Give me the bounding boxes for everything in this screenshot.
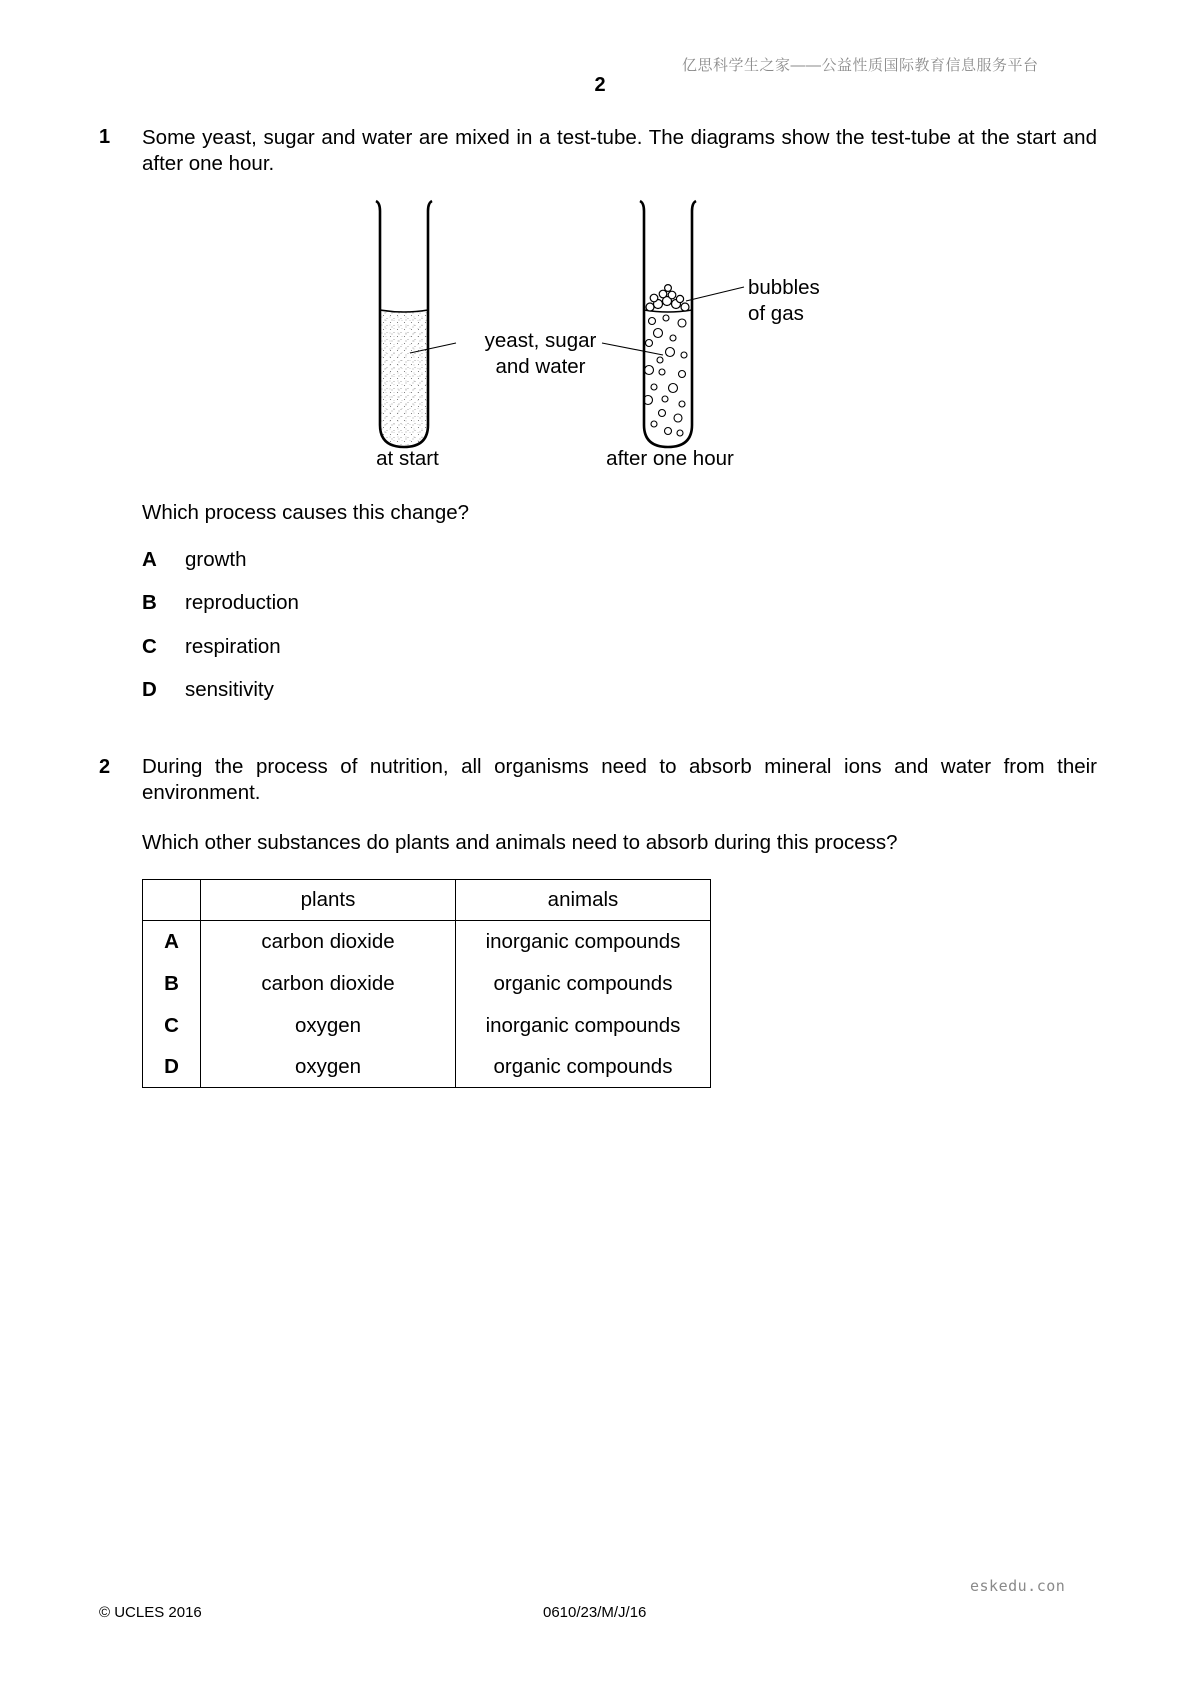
footer-copyright: © UCLES 2016 (99, 1604, 202, 1621)
table-row (143, 1005, 711, 1047)
q1-option-letter: D (142, 678, 157, 701)
label-mixture-line1: yeast, sugar (484, 329, 597, 352)
row-animals: inorganic compounds (456, 921, 711, 964)
leader-line-bubbles (686, 287, 744, 301)
table-header-blank (143, 880, 201, 921)
question-2-number: 2 (99, 756, 111, 778)
row-animals: organic compounds (456, 1047, 711, 1088)
q1-option-text: respiration (185, 635, 281, 658)
caption-after-one-hour: after one hour (606, 447, 734, 470)
row-plants: carbon dioxide (201, 963, 456, 1005)
label-bubbles-line1: bubbles (748, 276, 820, 299)
table-header-plants: plants (201, 880, 456, 921)
table-header-row (143, 880, 711, 921)
row-animals: organic compounds (456, 963, 711, 1005)
caption-at-start: at start (376, 447, 439, 470)
liquid-bubbles (644, 315, 688, 436)
question-1-number: 1 (99, 126, 111, 148)
test-tube-after (640, 201, 696, 447)
q1-option-text: reproduction (185, 591, 299, 614)
row-plants: carbon dioxide (201, 921, 456, 964)
q1-option-letter: B (142, 591, 157, 614)
table-header-animals: animals (456, 880, 711, 921)
row-letter: B (143, 963, 201, 1005)
q1-option-text: growth (185, 548, 247, 571)
row-plants: oxygen (201, 1047, 456, 1088)
label-bubbles-line2: of gas (748, 302, 804, 325)
q1-option-letter: C (142, 635, 157, 658)
surface-bubbles (646, 285, 689, 311)
row-animals: inorganic compounds (456, 1005, 711, 1047)
footer-code: 0610/23/M/J/16 (543, 1604, 647, 1621)
question-1-prompt: Which process causes this change? (142, 501, 470, 524)
test-tube-start (376, 201, 432, 447)
answer-table (142, 879, 711, 1088)
row-plants: oxygen (201, 1005, 456, 1047)
page-number: 2 (594, 74, 606, 96)
row-letter: C (143, 1005, 201, 1047)
question-2-text: During the process of nutrition, all organisms need to absorb mineral ions and water from their environment. (142, 755, 1097, 804)
row-letter: A (143, 921, 201, 964)
row-letter: D (143, 1047, 201, 1088)
table-row (143, 963, 711, 1005)
table-row (143, 921, 711, 964)
table-row (143, 1047, 711, 1088)
leader-line-after (602, 343, 663, 355)
label-mixture-line2: and water (495, 355, 586, 378)
q1-option-text: sensitivity (185, 678, 274, 701)
question-2-prompt: Which other substances do plants and animals need to absorb during this process? (142, 831, 898, 854)
header-watermark: 亿思科学生之家——公益性质国际教育信息服务平台 (682, 57, 1039, 74)
question-1-text: Some yeast, sugar and water are mixed in a test-tube. The diagrams show the test-tube at the start and after one hour. (142, 126, 1097, 175)
footer-watermark: eskedu.con (970, 1577, 1066, 1595)
q1-option-letter: A (142, 548, 157, 571)
